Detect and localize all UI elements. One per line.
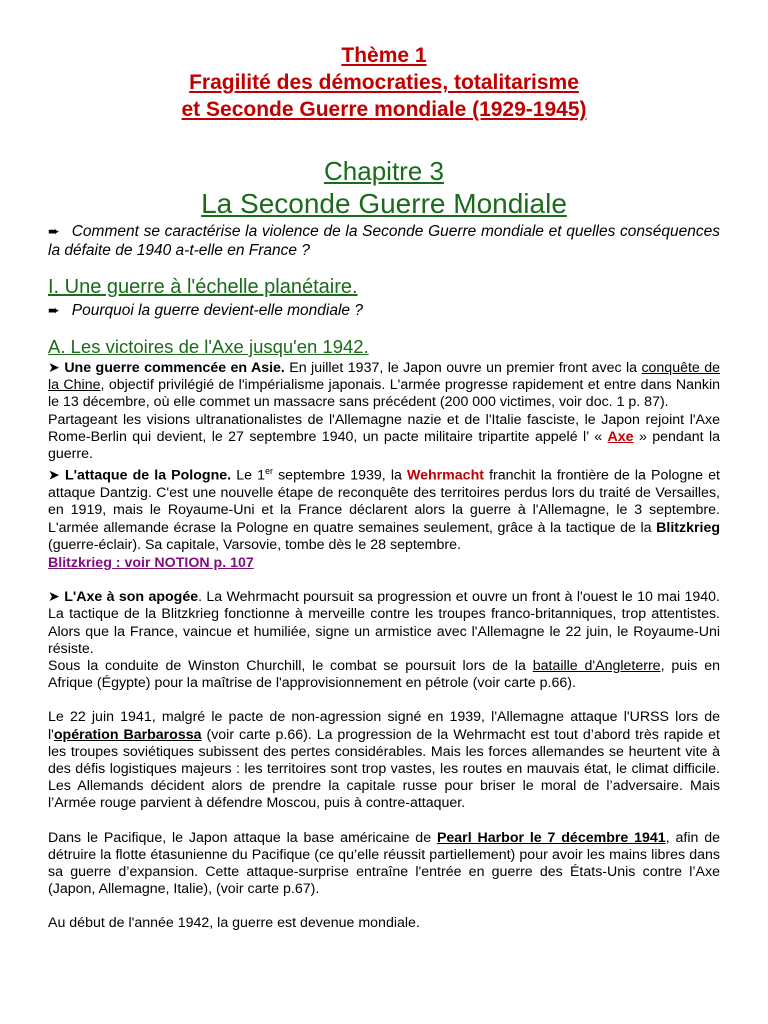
section-1-question-text: Pourquoi la guerre devient-elle mondiale ? [71,302,363,319]
chapter-heading [48,155,720,220]
chapter-title: La Seconde Guerre Mondiale [201,188,567,219]
paragraph-lead: L'Axe à son apogée [64,589,199,606]
chapter-number: Chapitre 3 [324,156,444,186]
text-run: septembre 1939, la [272,467,407,484]
paragraph-poland [48,463,720,554]
link-pearl-harbor[interactable]: Pearl Harbor le 7 décembre 1941 [436,829,666,846]
link-conquete-chine[interactable]: conquête de la Chine [48,360,721,394]
paragraph-pearl-harbor [48,830,720,899]
paragraph-axe [48,412,720,464]
text-run: . La Wehrmacht poursuit sa progression et ouvre un front à l'ouest le 10 mai 1940. La tactique de la Blitzkrieg fonctionne à merveille contre les troupes franco-britanniques, trop attentistes. Alors que la France, vaincue et humiliée, signe un armistice avec l'Allemagne le 22 juin, le Royaume-Uni résiste. [48,589,720,657]
bullet-marker-icon: ➤ [48,467,60,484]
text-run: franchit la frontière de la Pologne et attaque Dantzig. C'est une nouvelle étape de reconquête des territoires perdus lors du traité de Versailles, en 1919, mais le Royaume-Uni et la France déclarent alors la guerre à l'Allemagne, le 3 septembre. L'armée allemande écrase la Pologne en quatre semaines seulement, grâce à la tactique de la [48,467,721,536]
paragraph-barbarossa [48,709,720,812]
section-a-body [48,360,720,933]
theme-title-line-1: Fragilité des démocraties, totalitarisme [189,71,579,94]
paragraph-lead: L'attaque de la Pologne. [65,467,232,484]
arrow-right-icon: ➨ [48,302,60,318]
paragraph-apogee [48,589,720,658]
theme-title-line-2: et Seconde Guerre mondiale (1929-1945) [181,98,587,121]
problematique [48,222,720,260]
section-1-question [48,301,720,320]
text-run: , puis en Afrique (Égypte) pour la maîtrise de l'approvisionnement en pétrole (voir carte p.66). [48,657,720,692]
text-run: » pendant la guerre. [48,428,721,463]
paragraph-asia [48,360,720,412]
notion-paragraph [48,555,720,572]
theme-number: Thème 1 [341,44,427,67]
text-run: En juillet 1937, le Japon ouvre un premier front avec la [284,360,642,376]
term-blitzkrieg: Blitzkrieg [656,519,720,536]
text-run: Le 1 [231,467,265,484]
text-run: , objectif privilégié de l'impérialisme japonais. L'armée progresse rapidement et entre dans Nankin le 13 décembre, où elle commet un massacre sans précédent (200 000 victimes, voir doc. 1 p. 87). [48,377,720,411]
text-run: (guerre-éclair). Sa capitale, Varsovie, tombe dès le 28 septembre. [48,536,461,553]
text-run: Le 22 juin 1941, malgré le pacte de non-agression signé en 1939, l'Allemagne attaque l'URSS lors de l' [48,709,720,743]
paragraph-lead: Une guerre commencée en Asie. [64,360,285,376]
text-run: Dans le Pacifique, le Japon attaque la base américaine de [48,829,437,846]
theme-heading [48,42,720,123]
text-run: Sous la conduite de Winston Churchill, le combat se poursuit lors de la [48,657,533,674]
bullet-marker-icon: ➤ [48,589,60,606]
paragraph-conclusion: Au début de l'année 1942, la guerre est devenue mondiale. [48,915,420,932]
term-wehrmacht: Wehrmacht [406,467,484,484]
arrow-right-icon: ➨ [48,223,60,239]
text-run: , afin de détruire la flotte étasunienne du Pacifique (ce qu’elle réussit partiellement) pour avoir les mains libres dans sa guerre d’expansion. Cette attaque-surprise entraîne l'entrée en guerre des États-Unis contre l’Axe (Japon, Allemagne, Italie), (voir carte p.67). [48,829,720,898]
section-a-title: A. Les victoires de l'Axe jusqu'en 1942. [48,336,369,357]
link-operation-barbarossa[interactable]: opération Barbarossa [53,726,202,743]
link-axe[interactable]: Axe [607,428,634,445]
paragraph-churchill [48,658,720,692]
text-run: Partageant les visions ultranationalistes de l'Allemagne nazie et de l'Italie fasciste, le Japon rejoint l'Axe Rome-Berlin qui devient, le 27 septembre 1940, un pacte militaire tripartite appelé l’ « [48,411,720,445]
text-run: (voir carte p.66). La progression de la Wehrmacht est tout d’abord très rapide et les troupes soviétiques subissent des pertes considérables. Mais les forces allemandes se heurtent vite à des défis logistiques majeurs : les territoires sont trop vastes, les routes en mauvais état, le climat difficile. Les Allemands décident alors de prendre la capitale russe pour briser le moral de l’adversaire. Mais l’Armée rouge parvient à défendre Moscou, puis à contre-attaquer. [48,726,720,812]
link-bataille-angleterre[interactable]: bataille d'Angleterre [532,657,661,674]
notion-link[interactable]: Blitzkrieg : voir NOTION p. 107 [48,554,254,571]
bullet-marker-icon: ➤ [48,360,60,376]
section-1-title: I. Une guerre à l'échelle planétaire. [48,276,358,298]
superscript: er [264,466,273,477]
problematique-text: Comment se caractérise la violence de la Seconde Guerre mondiale et quelles conséquences la défaite de 1940 a-t-elle en France ? [48,223,720,259]
